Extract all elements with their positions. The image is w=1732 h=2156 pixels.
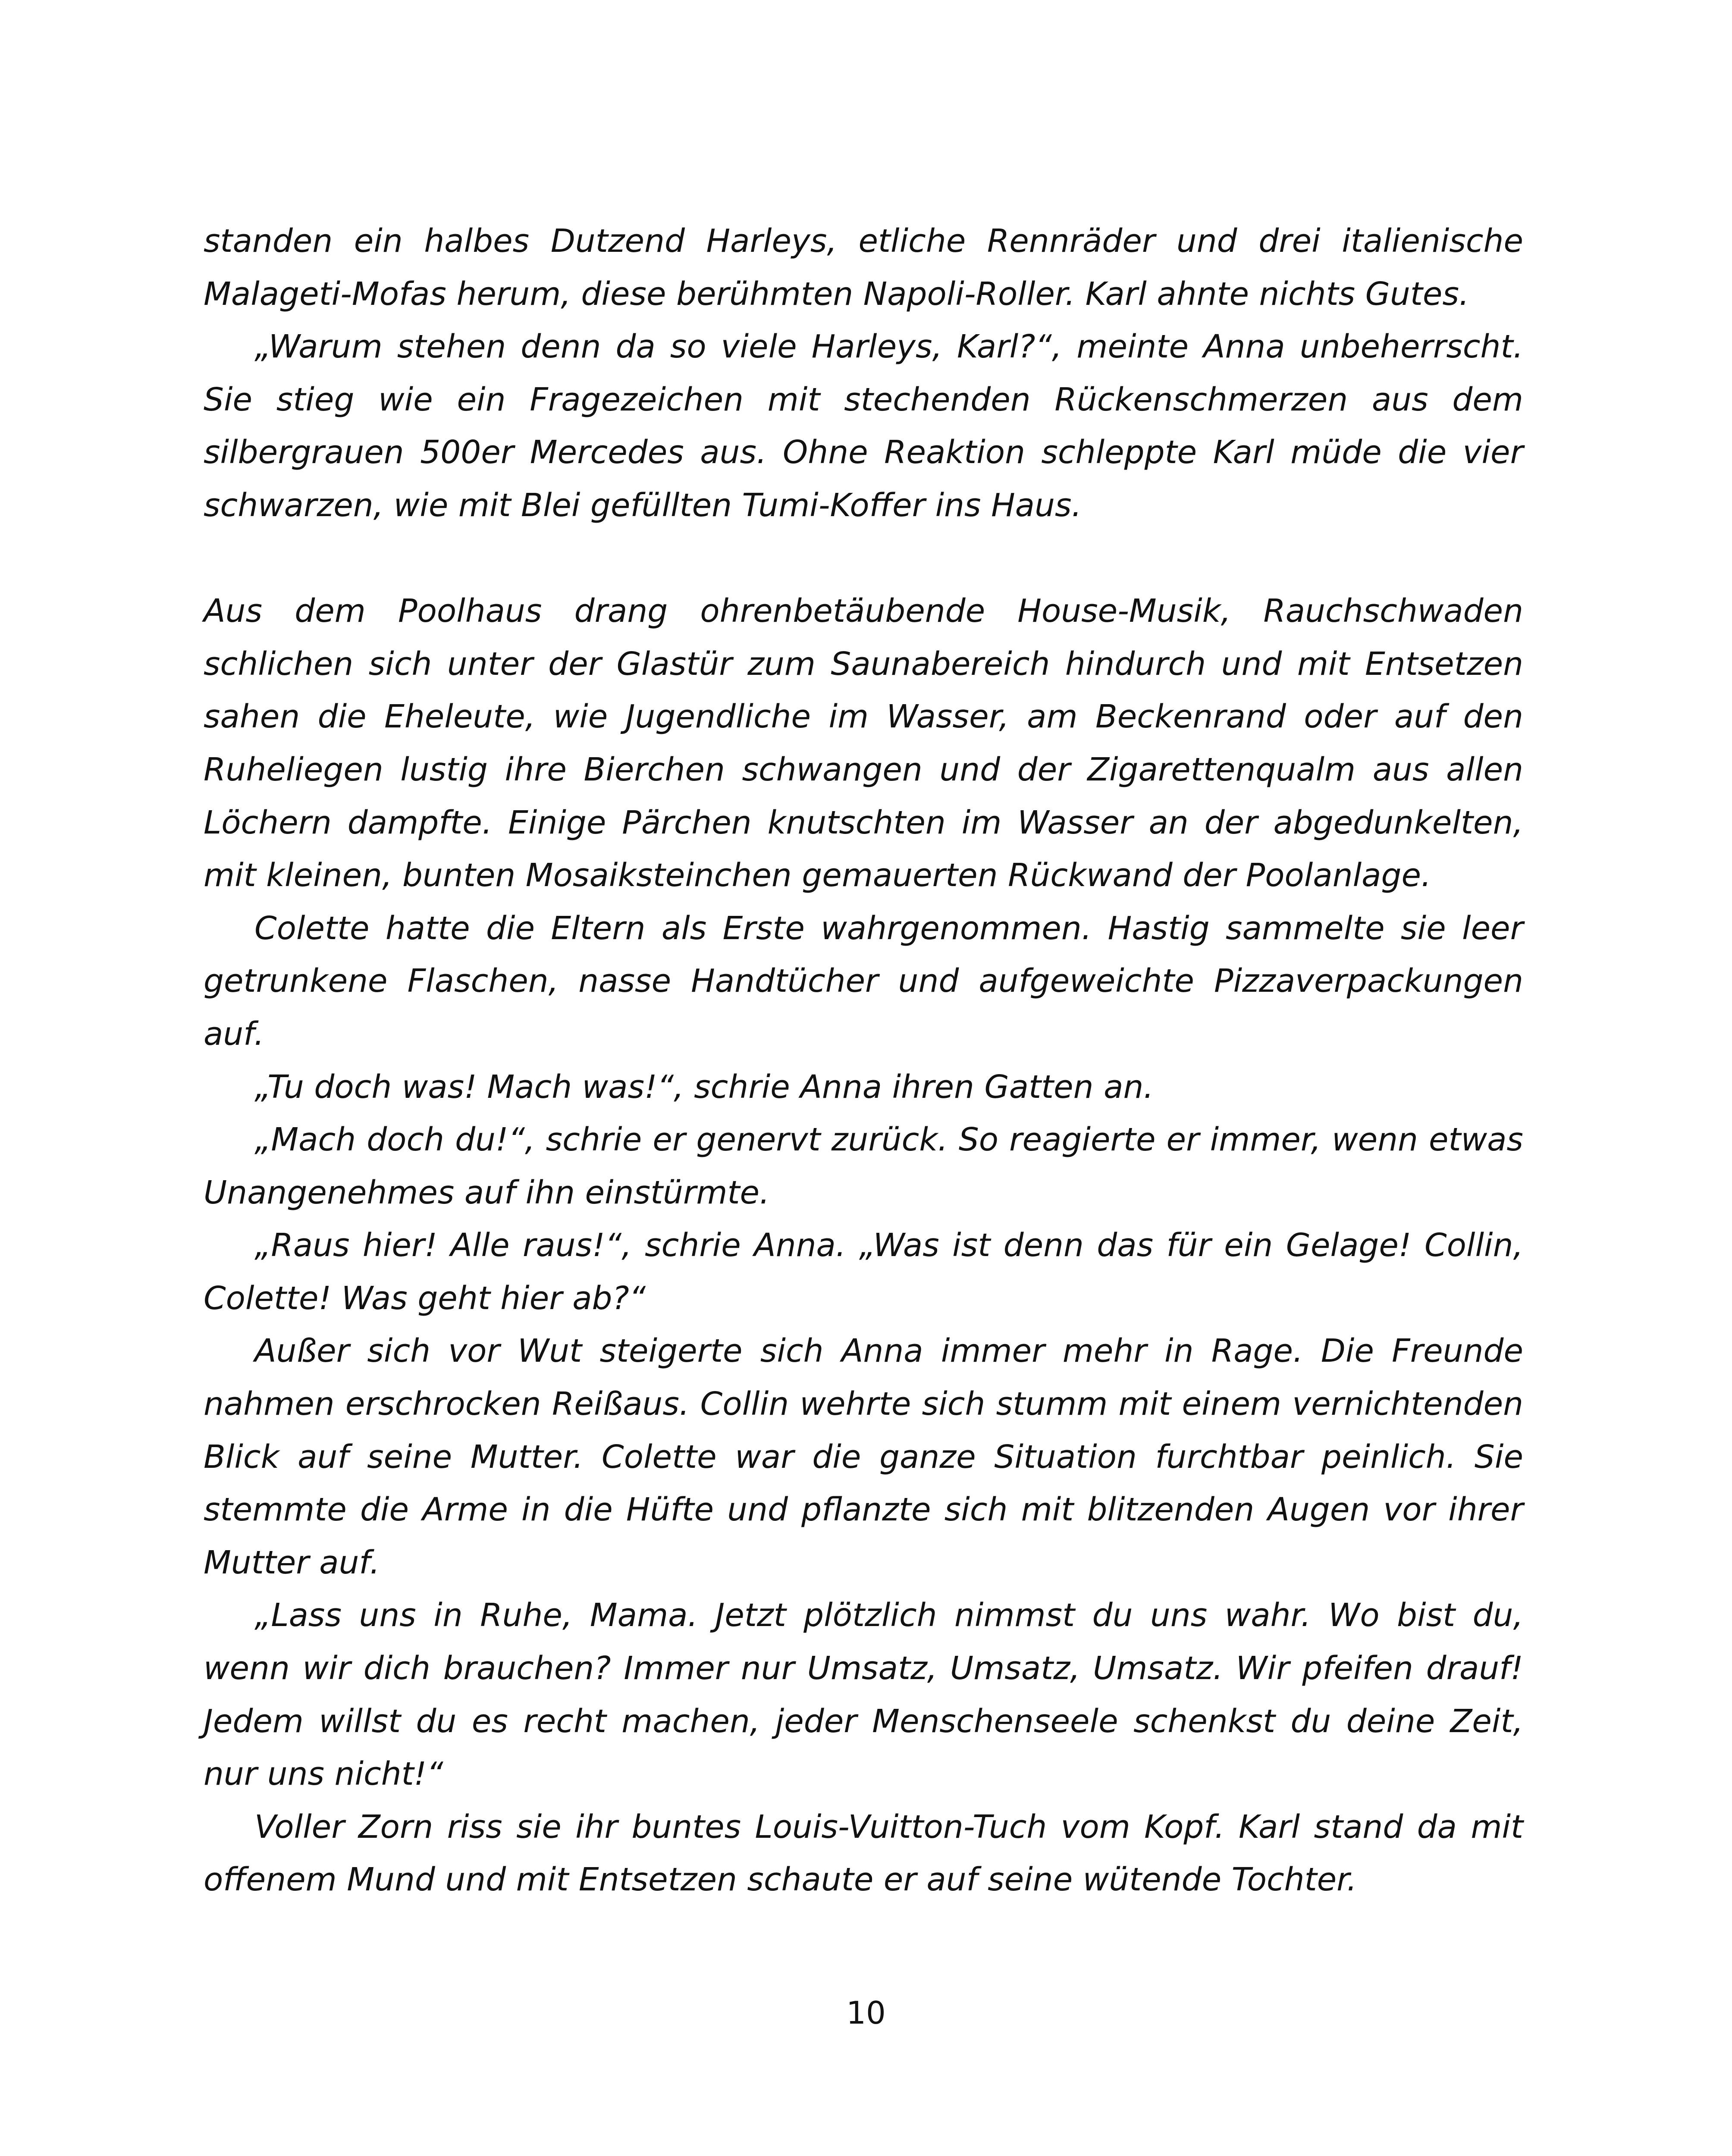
paragraph-10: Voller Zorn riss sie ihr buntes Louis-Vuitton-Tuch vom Kopf. Karl stand da mit offenem Mund und mit Entsetzen schaute er auf seine wütende Tochter. bbox=[204, 1808, 1523, 1899]
paragraph-1: standen ein halbes Dutzend Harleys, etliche Rennräder und drei italienische Malageti-Mofas herum, diese berühmten Napoli-Roller. Karl ahnte nichts Gutes. bbox=[204, 222, 1523, 313]
paragraph-6: „Mach doch du!“, schrie er genervt zurück. So reagierte er immer, wenn etwas Unangenehmes auf ihn einstürmte. bbox=[204, 1121, 1523, 1211]
paragraph-8: Außer sich vor Wut steigerte sich Anna immer mehr in Rage. Die Freunde nahmen erschrocken Reißaus. Collin wehrte sich stumm mit einem vernichtenden Blick auf seine Mutter. Colette war die ganze Situation furchtbar peinlich. Sie stemmte die Arme in die Hüfte und pflanzte sich mit blitzenden Augen vor ihrer Mutter auf. bbox=[204, 1332, 1523, 1581]
paragraph-9: „Lass uns in Ruhe, Mama. Jetzt plötzlich nimmst du uns wahr. Wo bist du, wenn wir dich brauchen? Immer nur Umsatz, Umsatz, Umsatz. Wir pfeifen drauf! Jedem willst du es recht machen, jeder Menschenseele schenkst du deine Zeit, nur uns nicht!“ bbox=[204, 1597, 1523, 1793]
paragraph-2: „Warum stehen denn da so viele Harleys, Karl?“, meinte Anna unbeherrscht. Sie stieg wie ein Fragezeichen mit stechenden Rückenschmerzen aus dem silbergrauen 500er Mercedes aus. Ohne Reaktion schleppte Karl müde die vier schwarzen, wie mit Blei gefüllten Tumi-Koffer ins Haus. bbox=[204, 328, 1523, 524]
paragraph-5: „Tu doch was! Mach was!“, schrie Anna ihren Gatten an. bbox=[254, 1068, 1154, 1106]
page-number: 10 bbox=[846, 1995, 886, 2031]
paragraph-3: Aus dem Poolhaus drang ohrenbetäubende House-Musik, Rauchschwaden schlichen sich unter der Glastür zum Saunabereich hindurch und mit Entsetzen sahen die Eheleute, wie Jugendliche im Wasser, am Beckenrand oder auf den Ruheliegen lustig ihre Bierchen schwangen und der Zigarettenqualm aus allen Löchern dampfte. Einige Pärchen knutschten im Wasser an der abgedunkelten, mit kleinen, bunten Mosaiksteinchen gemauerten Rückwand der Poolanlage. bbox=[204, 592, 1523, 894]
paragraph-7: „Raus hier! Alle raus!“, schrie Anna. „Was ist denn das für ein Gelage! Collin, Colette! Was geht hier ab?“ bbox=[204, 1227, 1523, 1317]
paragraph-4: Colette hatte die Eltern als Erste wahrgenommen. Hastig sammelte sie leer getrunkene Flaschen, nasse Handtücher und aufgeweichte Pizzaverpackungen auf. bbox=[204, 909, 1523, 1053]
body-text bbox=[204, 215, 1523, 1906]
